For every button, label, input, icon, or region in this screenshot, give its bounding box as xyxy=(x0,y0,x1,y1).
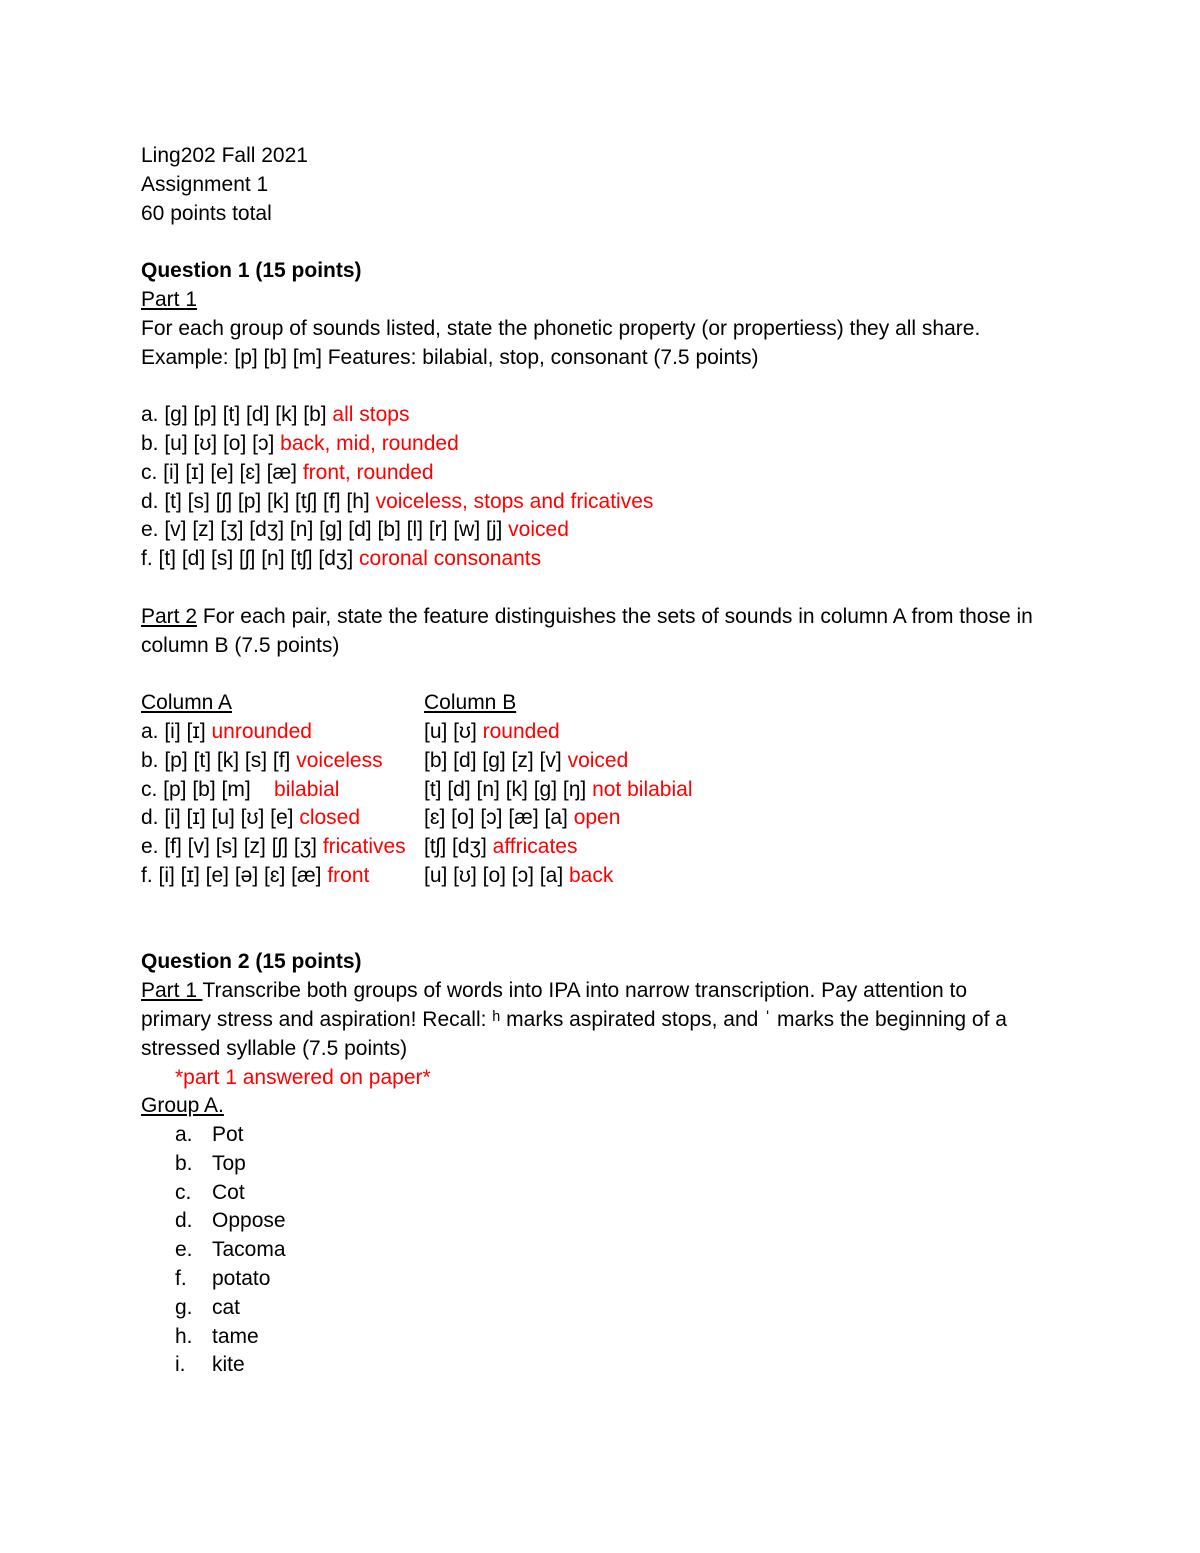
q2-part1-label: Part 1 xyxy=(141,979,203,1003)
list-item xyxy=(141,1121,1101,1150)
sounds-text: [t] [d] [n] [k] [g] [ŋ] xyxy=(424,777,593,801)
column-a-cell xyxy=(141,718,312,747)
sounds-text: f. [i] [ɪ] [e] [ə] [ɛ] [æ] xyxy=(141,863,328,887)
sounds-text: b. [p] [t] [k] [s] [f] xyxy=(141,748,297,772)
pair-row xyxy=(141,862,1101,891)
pair-row xyxy=(141,718,1101,747)
q1-part1-example: Example: [p] [b] [m] Features: bilabial, stop, consonant (7.5 points) xyxy=(141,345,759,369)
question-1-title: Question 1 (15 points) xyxy=(141,259,362,283)
word-list xyxy=(141,1121,1101,1380)
q2-part1-text: Transcribe both groups of words into IPA into narrow transcription. Pay attention to xyxy=(202,979,968,1003)
column-b-cell xyxy=(424,747,628,776)
answer-text: back, mid, rounded xyxy=(280,431,459,455)
q1-part1-label: Part 1 xyxy=(141,287,198,311)
answer-text: voiced xyxy=(567,748,629,772)
list-item xyxy=(141,1323,1101,1352)
answer-text: coronal consonants xyxy=(359,547,542,571)
q1-part2-instruction xyxy=(141,603,1101,632)
answer-text: front xyxy=(327,863,370,887)
item-word: kite xyxy=(212,1353,245,1377)
document-page xyxy=(141,142,1101,1380)
item-word: Oppose xyxy=(212,1209,286,1233)
group-a-label: Group A. xyxy=(141,1094,224,1118)
q1-part2-text: For each pair, state the feature distinguishes the sets of sounds in column A from those in xyxy=(197,604,1033,628)
column-b-cell xyxy=(424,833,577,862)
list-item xyxy=(141,1294,1101,1323)
sounds-text: [ɛ] [o] [ɔ] [æ] [a] xyxy=(424,806,574,830)
item-word: potato xyxy=(212,1267,271,1291)
sounds-text: [b] [d] [g] [z] [v] xyxy=(424,748,568,772)
q1-item-a xyxy=(141,401,1101,430)
answer-text: unrounded xyxy=(211,719,312,743)
item-word: Top xyxy=(212,1151,246,1175)
sounds-text: a. [i] [ɪ] xyxy=(141,719,212,743)
answer-text: affricates xyxy=(492,835,578,859)
q1-item-d xyxy=(141,488,1101,517)
sounds-text: e. [f] [v] [s] [z] [ʃ] [ʒ] xyxy=(141,835,323,859)
item-word: Cot xyxy=(212,1180,245,1204)
list-item xyxy=(141,1351,1101,1380)
pair-row xyxy=(141,833,1101,862)
question-2-title: Question 2 (15 points) xyxy=(141,950,362,974)
column-a-cell xyxy=(141,804,360,833)
column-b-cell xyxy=(424,718,560,747)
item-word: Tacoma xyxy=(212,1238,286,1262)
item-word: tame xyxy=(212,1324,259,1348)
sounds-text: d. [i] [ɪ] [u] [ʊ] [e] xyxy=(141,806,300,830)
answer-text: voiceless xyxy=(296,748,383,772)
pair-row xyxy=(141,747,1101,776)
sounds-text: e. [v] [z] [ʒ] [dʒ] [n] [g] [d] [b] [l] [r] [w] [j] xyxy=(141,518,509,542)
answer-text: rounded xyxy=(482,719,560,743)
q1-part2-instruction-cont: column B (7.5 points) xyxy=(141,633,340,657)
item-label: i. xyxy=(175,1353,186,1377)
q1-item-e xyxy=(141,516,1101,545)
item-label: d. xyxy=(175,1209,193,1233)
column-a-cell xyxy=(141,833,406,862)
column-a-header: Column A xyxy=(141,691,233,715)
column-b-cell xyxy=(424,804,620,833)
sounds-text: a. [g] [p] [t] [d] [k] [b] xyxy=(141,403,333,427)
answer-text: closed xyxy=(299,806,361,830)
column-b-cell xyxy=(424,776,692,805)
item-label: b. xyxy=(175,1151,193,1175)
pair-row xyxy=(141,776,1101,805)
course-title: Ling202 Fall 2021 xyxy=(141,144,308,167)
q1-item-c xyxy=(141,459,1101,488)
item-label: e. xyxy=(175,1238,193,1262)
item-label: h. xyxy=(175,1324,193,1348)
sounds-text: f. [t] [d] [s] [ʃ] [n] [tʃ] [dʒ] xyxy=(141,547,360,571)
sounds-text: c. [i] [ɪ] [e] [ɛ] [æ] xyxy=(141,460,303,484)
column-b-cell xyxy=(424,862,613,891)
answer-text: bilabial xyxy=(274,777,340,801)
q1-item-f xyxy=(141,545,1101,574)
item-label: g. xyxy=(175,1295,193,1319)
q2-part1-instruction xyxy=(141,977,1101,1006)
item-label: c. xyxy=(175,1180,192,1204)
item-label: f. xyxy=(175,1267,187,1291)
q1-item-b xyxy=(141,430,1101,459)
q1-part1-instruction: For each group of sounds listed, state the phonetic property (or propertiess) they all share. xyxy=(141,316,981,340)
column-headers xyxy=(141,689,1101,718)
column-b-header: Column B xyxy=(424,691,517,715)
points-total: 60 points total xyxy=(141,201,272,225)
column-a-cell xyxy=(141,747,383,776)
sounds-text: d. [t] [s] [ʃ] [p] [k] [tʃ] [f] [h] xyxy=(141,489,376,513)
list-item xyxy=(141,1150,1101,1179)
answer-text: voiced xyxy=(508,518,569,542)
answer-text: open xyxy=(573,806,621,830)
list-item xyxy=(141,1265,1101,1294)
answer-text: front, rounded xyxy=(302,460,434,484)
answer-text: all stops xyxy=(332,403,410,427)
answer-text: not bilabial xyxy=(592,777,693,801)
item-label: a. xyxy=(175,1123,193,1147)
q1-part2-label: Part 2 xyxy=(141,604,198,628)
answer-text: voiceless, stops and fricatives xyxy=(375,489,654,513)
sounds-text: [u] [ʊ] [o] [ɔ] [a] xyxy=(424,863,569,887)
list-item xyxy=(141,1179,1101,1208)
sounds-text: b. [u] [ʊ] [o] [ɔ] xyxy=(141,431,281,455)
item-word: Pot xyxy=(212,1123,244,1147)
column-a-cell xyxy=(141,776,339,805)
column-a-cell xyxy=(141,862,369,891)
sounds-text: c. [p] [b] [m] xyxy=(141,777,275,801)
answer-text: back xyxy=(569,863,614,887)
list-item xyxy=(141,1207,1101,1236)
sounds-text: [u] [ʊ] xyxy=(424,719,483,743)
list-item xyxy=(141,1236,1101,1265)
answer-text: fricatives xyxy=(322,835,406,859)
q2-part1-instruction-cont: primary stress and aspiration! Recall: ʰ marks aspirated stops, and ˈ marks the beginning of a xyxy=(141,1007,1007,1031)
answered-on-paper-note: *part 1 answered on paper* xyxy=(175,1065,431,1089)
assignment-title: Assignment 1 xyxy=(141,172,269,196)
item-word: cat xyxy=(212,1295,241,1319)
q2-part1-instruction-end: stressed syllable (7.5 points) xyxy=(141,1036,408,1060)
pair-row xyxy=(141,804,1101,833)
sounds-text: [tʃ] [dʒ] xyxy=(424,835,493,859)
